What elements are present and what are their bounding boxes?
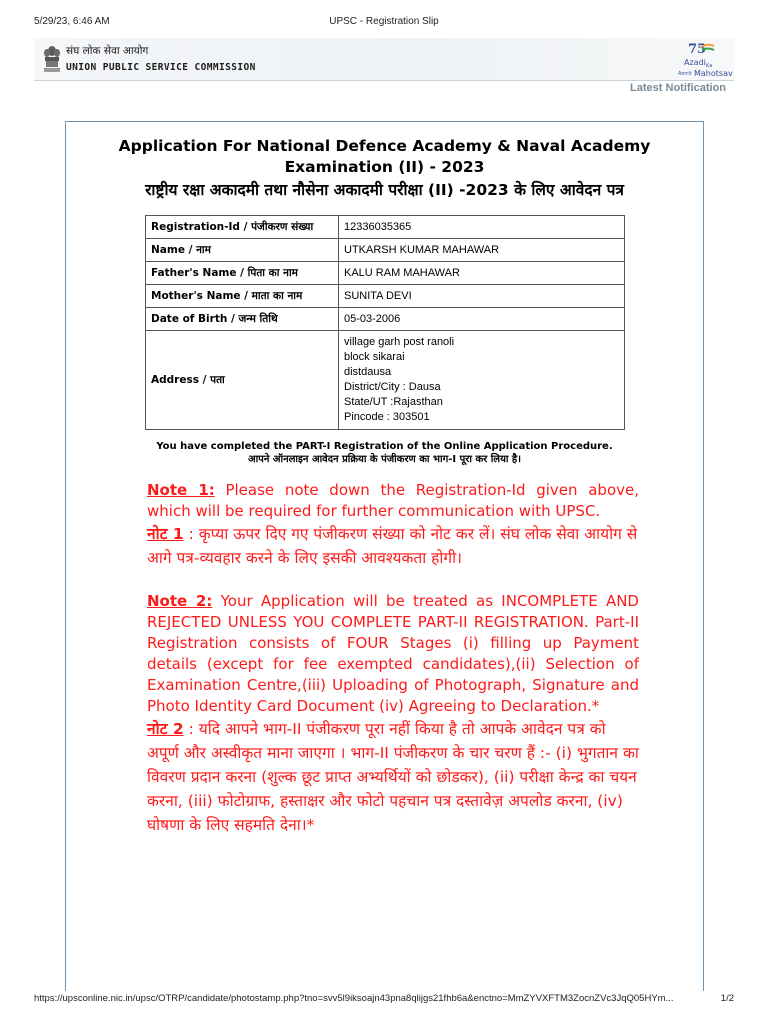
important-notes bbox=[147, 480, 639, 837]
details-value: 05-03-2006 bbox=[339, 308, 625, 331]
note-spacer bbox=[147, 570, 639, 591]
part1-completed-hindi: आपने ऑनलाइन आवेदन प्रक्रिया के पंजीकरण का भाग-I पूरा कर लिया है। bbox=[247, 454, 522, 465]
latest-notification-link[interactable]: Latest Notification bbox=[630, 82, 726, 94]
application-title-english: Application For National Defence Academy & Naval Academy Examination (II) - 2023 bbox=[118, 137, 651, 176]
details-row bbox=[146, 262, 625, 285]
national-emblem-icon bbox=[42, 44, 62, 76]
svg-text:75: 75 bbox=[688, 42, 707, 57]
details-label: Registration-Id / पंजीकरण संख्या bbox=[146, 216, 339, 239]
details-value: KALU RAM MAHAWAR bbox=[339, 262, 625, 285]
svg-text:Ka: Ka bbox=[706, 63, 713, 69]
note1-text: Please note down the Registration-Id given above, which will be required for further communication with UPSC. bbox=[147, 481, 639, 520]
print-page-number: 1/2 bbox=[720, 993, 734, 1004]
address-line: village garh post ranoli bbox=[344, 336, 455, 348]
note1-hindi-text: : कृप्या ऊपर दिए गए पंजीकरण संख्या को नोट कर लें। संघ लोक सेवा आयोग से आगे पत्र-व्यवहार करने के लिए इसकी आवश्यकता होगी। bbox=[147, 525, 638, 567]
details-row bbox=[146, 308, 625, 331]
note1-hindi bbox=[147, 522, 639, 570]
part1-completed-message bbox=[66, 440, 703, 466]
print-datetime: 5/29/23, 6:46 AM bbox=[34, 16, 110, 27]
print-footer bbox=[34, 993, 734, 1007]
org-name-english: UNION PUBLIC SERVICE COMMISSION bbox=[66, 62, 256, 73]
part1-completed-english: You have completed the PART-I Registration of the Online Application Procedure. bbox=[156, 441, 613, 452]
address-line: distdausa bbox=[344, 366, 392, 378]
details-label: Father's Name / पिता का नाम bbox=[146, 262, 339, 285]
print-url: https://upsconline.nic.in/upsc/OTRP/candidate/photostamp.php?tno=svv5l9iksoajn43pna8qlijgs21fhb6a&enctno=MmZYVXFTM3ZocnZVc3JqQ05HYm... bbox=[34, 993, 674, 1004]
address-row bbox=[146, 331, 625, 430]
details-value: 12336035365 bbox=[339, 216, 625, 239]
details-label: Date of Birth / जन्म तिथि bbox=[146, 308, 339, 331]
print-header bbox=[34, 16, 734, 30]
details-label: Mother's Name / माता का नाम bbox=[146, 285, 339, 308]
details-value: UTKARSH KUMAR MAHAWAR bbox=[339, 239, 625, 262]
address-line: District/City : Dausa bbox=[344, 381, 441, 393]
details-row bbox=[146, 216, 625, 239]
svg-text:Azadi: Azadi bbox=[684, 58, 706, 67]
registration-slip-card bbox=[65, 121, 704, 991]
address-line: State/UT :Rajasthan bbox=[344, 396, 443, 408]
note2-hindi-text: : यदि आपने भाग-II पंजीकरण पूरा नहीं किया है तो आपके आवेदन पत्र को अपूर्ण और अस्वीकृत माना जाएगा । भाग-II पंजीकरण के चार चरण हैं :- (i) भुगतान का विवरण प्रदान करना (शुल्क छूट प्राप्त अभ्यर्थियों को छोडकर), (ii) परीक्षा केन्द्र का चयन करना, (iii) फोटोग्राफ, हस्ताक्षर और फोटो पहचान पत्र दस्तावेज़ अपलोड करना, (iv) घोषणा के लिए सहमति देना।* bbox=[147, 720, 639, 834]
print-page-title: UPSC - Registration Slip bbox=[329, 16, 439, 27]
address-value bbox=[339, 331, 625, 430]
registration-details-table bbox=[145, 215, 625, 430]
note1-hindi-tag: नोट 1 bbox=[147, 525, 184, 543]
details-value: SUNITA DEVI bbox=[339, 285, 625, 308]
note1-tag: Note 1: bbox=[147, 481, 215, 499]
note1-english bbox=[147, 480, 639, 522]
svg-text:Amrit: Amrit bbox=[678, 71, 692, 77]
details-row bbox=[146, 239, 625, 262]
azadi-ka-amrit-mahotsav-logo bbox=[666, 41, 733, 79]
note2-english bbox=[147, 591, 639, 717]
note2-hindi bbox=[147, 717, 639, 837]
address-line: block sikarai bbox=[344, 351, 405, 363]
note2-text: Your Application will be treated as INCOMPLETE AND REJECTED UNLESS YOU COMPLETE PART-II REGISTRATION. Part-II Registration consists of FOUR Stages (i) filling up Payment details (except for fee exempted candidates),(ii) Selection of Examination Centre,(iii) Uploading of Photograph, Signature and Photo Identity Card Document (iv) Agreeing to Declaration.* bbox=[147, 592, 639, 715]
address-line: Pincode : 303501 bbox=[344, 411, 430, 423]
registration-details-body bbox=[146, 216, 625, 430]
address-label: Address / पता bbox=[146, 331, 339, 430]
details-row bbox=[146, 285, 625, 308]
details-label: Name / नाम bbox=[146, 239, 339, 262]
upsc-banner bbox=[34, 38, 734, 81]
note2-tag: Note 2: bbox=[147, 592, 213, 610]
org-name-hindi: संघ लोक सेवा आयोग bbox=[66, 45, 149, 57]
svg-text:Mahotsav: Mahotsav bbox=[694, 69, 733, 78]
application-title-hindi: राष्ट्रीय रक्षा अकादमी तथा नौसेना अकादमी परीक्षा (II) -2023 के लिए आवेदन पत्र bbox=[145, 181, 624, 199]
note2-hindi-tag: नोट 2 bbox=[147, 720, 184, 738]
